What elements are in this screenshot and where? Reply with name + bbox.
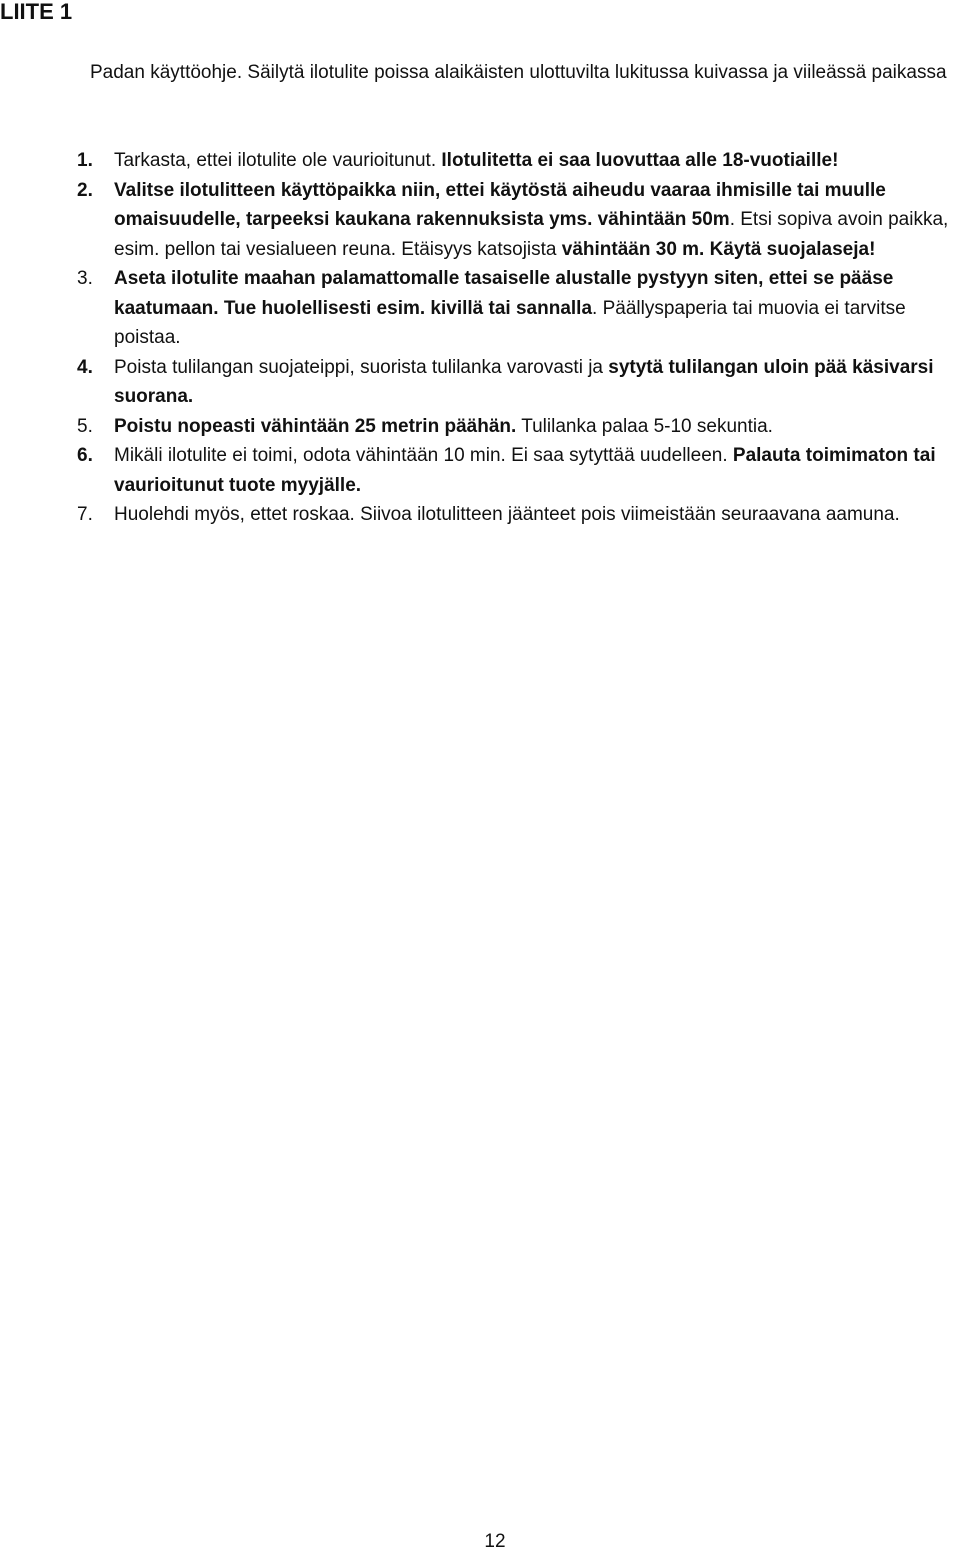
step-text: vähintään 30 m. Käytä suojalaseja! (561, 238, 876, 260)
step-number: 6. (77, 445, 93, 466)
step-number: 1. (77, 150, 93, 171)
step-number: 4. (77, 356, 93, 378)
instruction-step (0, 353, 960, 412)
instruction-step (0, 146, 960, 176)
step-number: 3. (77, 268, 93, 289)
instruction-step (0, 500, 960, 530)
step-text: Mikäli ilotulite ei toimi, odota vähintään 10 min. Ei saa sytyttää uudelleen. (114, 445, 733, 466)
page-number: 12 (484, 1531, 506, 1552)
step-text: Aseta ilotulite maahan palamattomalle tasaiselle alustalle pystyyn siten, ettei se pääse kaatumaan. Tue huolellisesti esim. kivillä tai sannalla (114, 268, 894, 319)
step-text: Poistu nopeasti vähintään 25 metrin päähän. (114, 415, 517, 437)
instruction-step (0, 412, 960, 442)
step-text: Huolehdi myös, ettet roskaa. Siivoa ilotulitteen jäänteet pois viimeistään seuraavana aamuna. (114, 504, 900, 525)
instruction-step (0, 441, 960, 500)
step-number: 5. (77, 415, 93, 437)
step-number: 7. (77, 504, 93, 525)
step-text: . Etsi sopiva avoin paikka, esim. pellon tai vesialueen reuna. Etäisyys katsojista (114, 209, 949, 260)
intro-paragraph: Padan käyttöohje. Säilytä ilotulite poissa alaikäisten ulottuvilta lukitussa kuivassa ja viileässä paikassa (90, 62, 947, 83)
step-number: 2. (77, 179, 93, 201)
step-text: Tarkasta, ettei ilotulite ole vaurioitunut. (114, 150, 442, 171)
step-text: Poista tulilangan suojateippi, suorista tulilanka varovasti ja (114, 356, 609, 378)
document-heading: LIITE 1 (0, 0, 73, 24)
instruction-step (0, 176, 960, 265)
step-text: Tulilanka palaa 5-10 sekuntia. (516, 415, 773, 437)
step-text: Valitse ilotulitteen käyttöpaikka niin, ettei käytöstä aiheudu vaaraa ihmisille tai muulle omaisuudelle, tarpeeksi kaukana rakennuksista yms. vähintään 50m (114, 179, 886, 230)
step-text: Palauta toimimaton tai vaurioitunut tuote myyjälle. (114, 445, 936, 496)
step-text: Ilotulitetta ei saa luovuttaa alle 18-vuotiaille! (441, 150, 839, 171)
step-text: . Päällyspaperia tai muovia ei tarvitse poistaa. (114, 297, 906, 348)
instruction-step (0, 264, 960, 353)
instruction-list (0, 146, 960, 530)
step-text: sytytä tulilangan uloin pää käsivarsi suorana. (114, 356, 934, 407)
